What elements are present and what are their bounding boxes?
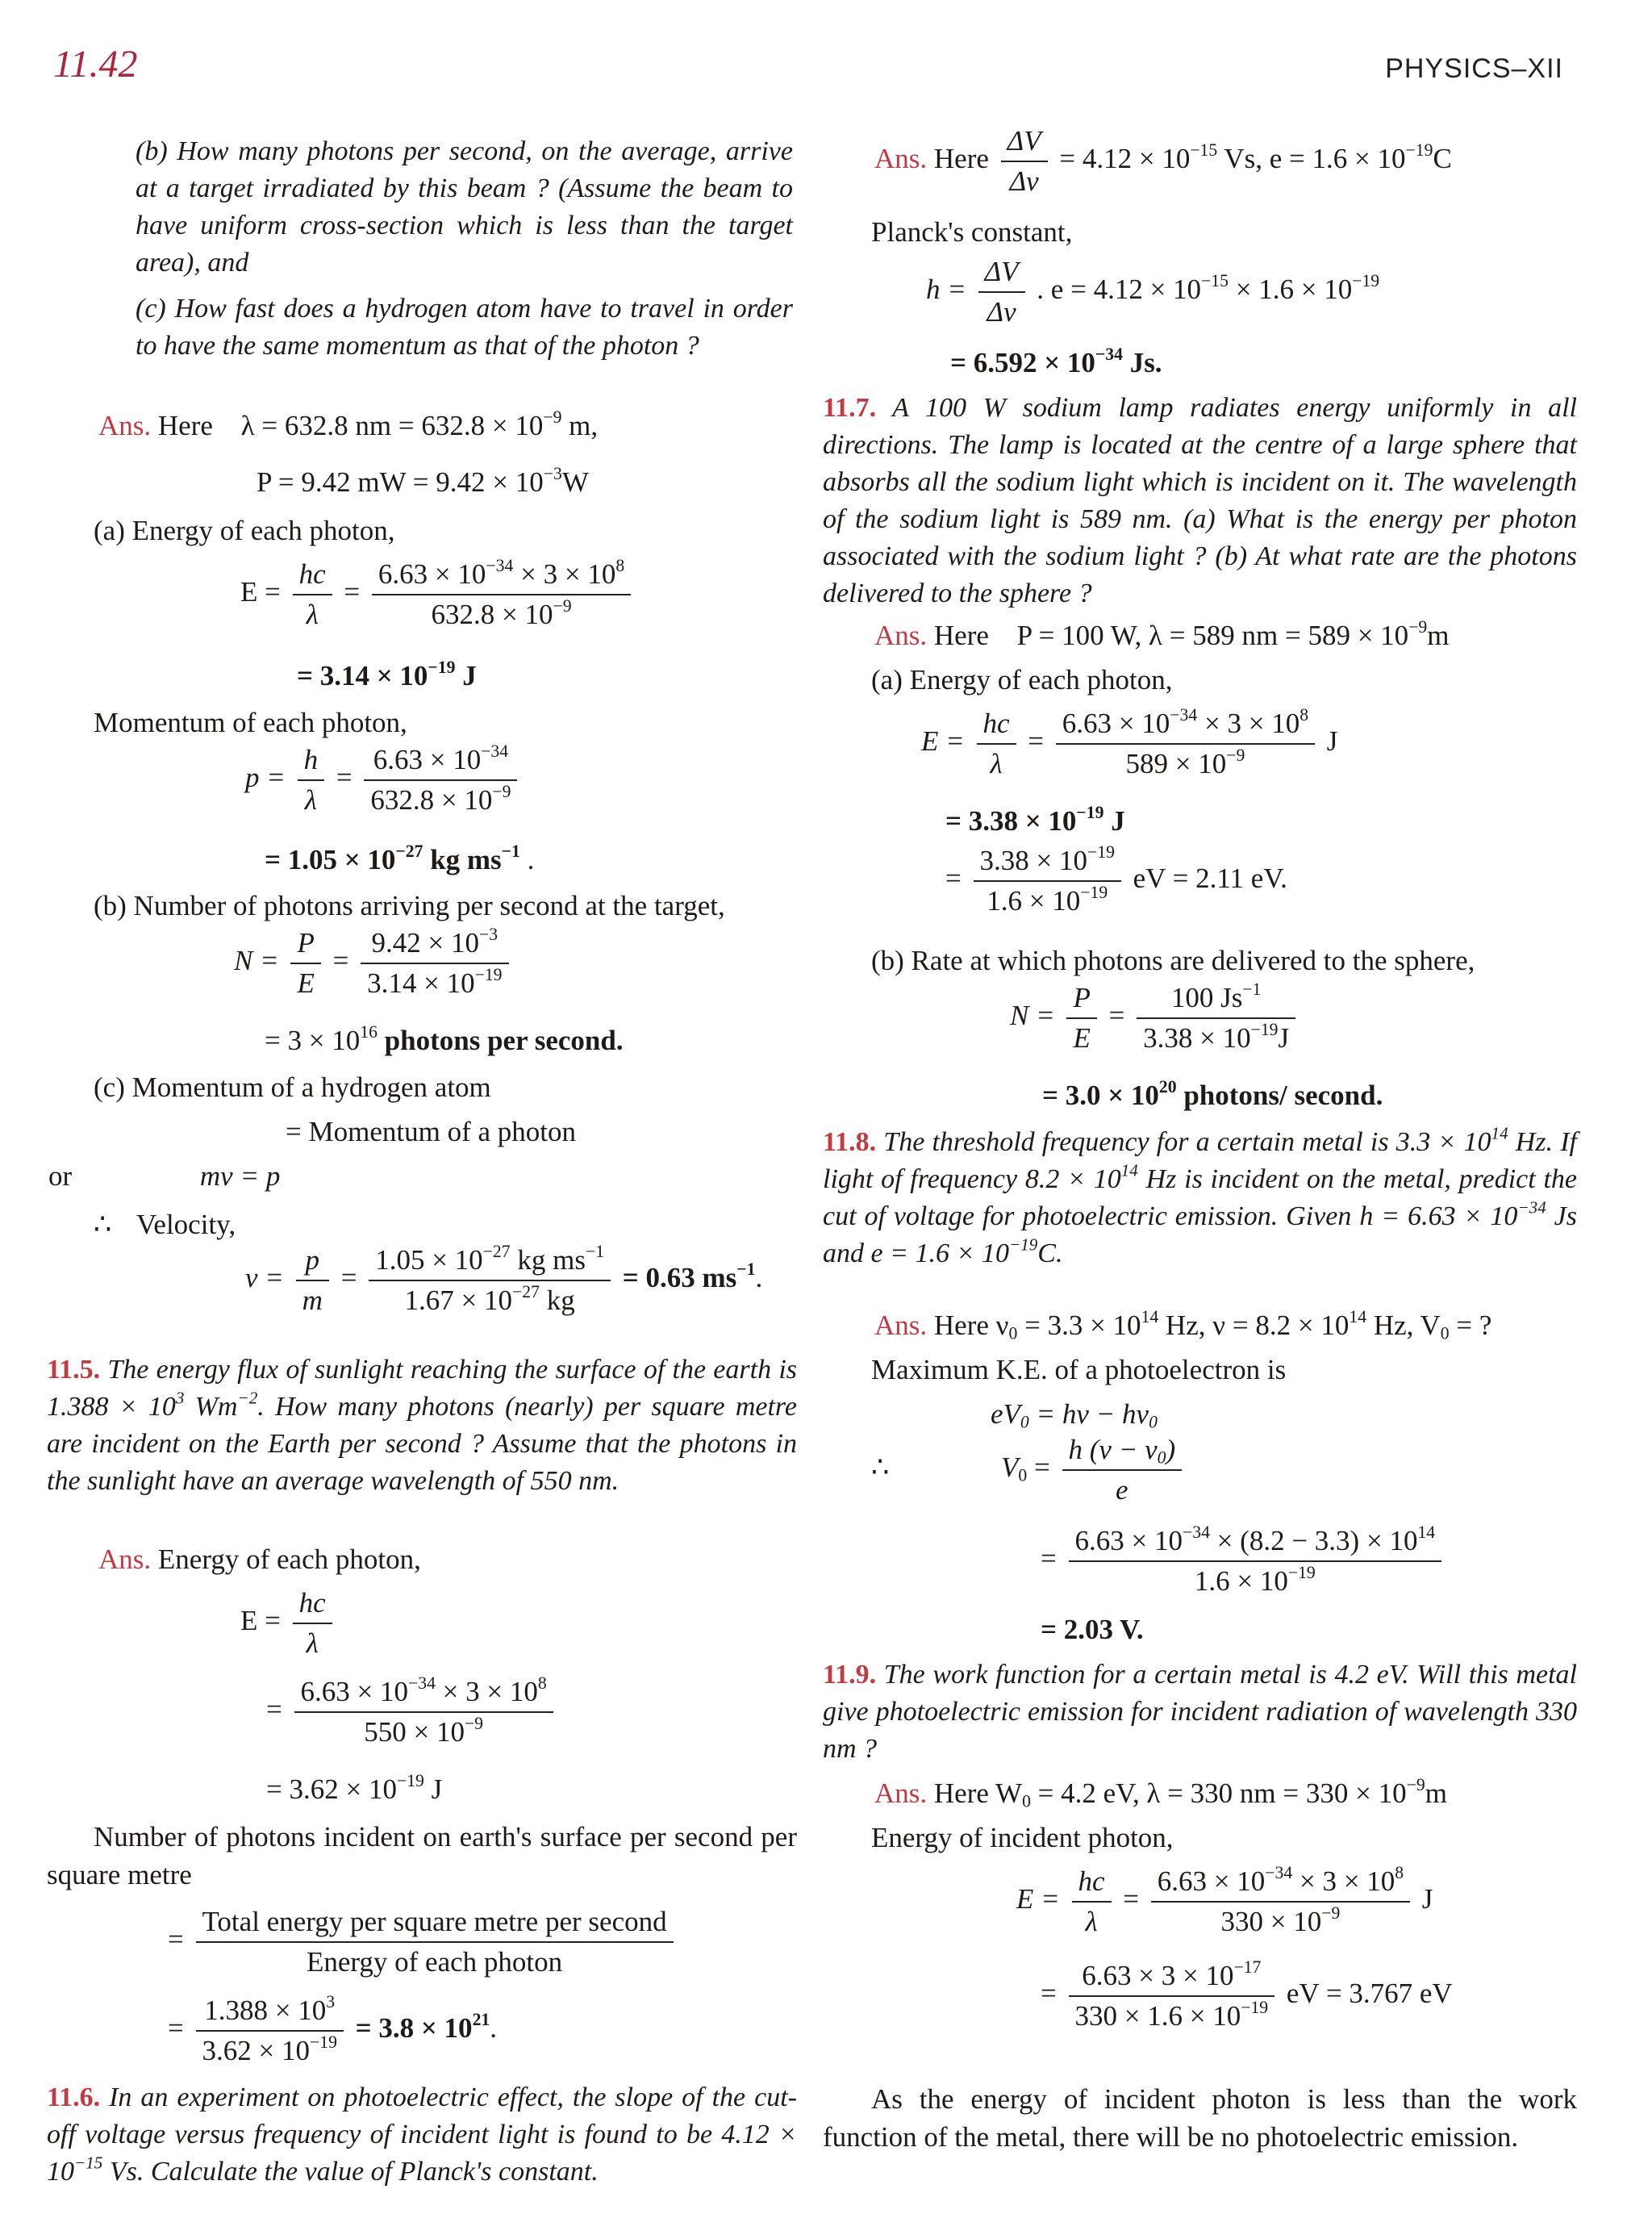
momentum-heading: Momentum of each photon, — [94, 707, 407, 738]
number-of-photons-text: Number of photons incident on earth's surface per second per square metre — [47, 1821, 797, 1890]
answer-11-7-given: Ans. Here P = 100 W, λ = 589 nm = $589 \times 10^{-9}m$ — [874, 616, 1450, 651]
photon-ratio-equation: = $\frac{\text{Total energy per square metre per second}}{\text{Energy of each photon}}$ — [168, 1904, 918, 1980]
cutoff-voltage-substitution: = $\frac{6.63 \times 10^{-34} \times (8.2 - 3.3) \times 10^{14}}{1.6 \times 10^{-19}}$ — [1041, 1523, 1652, 1599]
photon-ratio-result: = $\frac{1.388 \times 10^3}{3.62 \times 10^{-19}}$ = $3.8 \times 10^{21}$. — [168, 1991, 497, 2066]
question-11-4-part-c: (c) How fast does a hydrogen atom have to travel in order to have the same momentum as that of the photon ? — [136, 294, 793, 361]
part-b-heading: (b) Number of photons arriving per second at the target, — [94, 890, 725, 921]
answer-11-8-given: Ans. Here $\nu_0 = 3.3 \times 10^{14}$ Hz, $\nu = 8.2 \times 10^{14}$ Hz, $V_0$ = ? — [874, 1306, 1492, 1343]
momentum-result: = $1.05 \times 10^{-27}$ kg $ms^{-1}$ . — [265, 841, 535, 875]
energy-equation-11-9: E = $\frac{hc}{\lambda}$ = $\frac{6.63 \times 10^{-34} \times 3 \times 10^8}{330 \times 10^{-9}}$ J — [1016, 1862, 1433, 1937]
question-11-8: 11.8. The threshold frequency for a certain metal is $3.3 \times 10^{14}$ Hz. If light of frequency $8.2 \times 10^{14}$ Hz is incident on the metal, predict the cut of voltage for photoelectric emission. Given $h = 6.63 \times 10^{-34}$ Js and $e = 1.6 \times 10^{-19}C$. — [823, 1123, 1578, 1268]
plancks-constant-equation: h = $\frac{\Delta V}{\Delta\nu}$ . $e = 4.12 \times 10^{-15} \times 1.6 \times 10^{-19}$ — [926, 256, 1380, 328]
cutoff-voltage-result: = 2.03 V. — [1041, 1614, 1144, 1645]
energy-in-ev-11-7: = $\frac{3.38 \times 10^{-19}}{1.6 \times 10^{-19}}$ eV = 2.11 eV. — [945, 842, 1287, 917]
question-11-7: 11.7. A 100 W sodium lamp radiates energy uniformly in all directions. The lamp is located at the centre of a large sphere that absorbs all the sodium light which is incident on it. The wavelength of the sodium light is 589 nm. (a) What is the energy per photon associated with the sodium light ? (b) At what rate are the photons delivered to the sphere ? — [823, 393, 1577, 608]
energy-result-11-7: = $3.38 \times 10^{-19}$ J — [945, 802, 1125, 837]
photon-rate-equation: N = $\frac{P}{E}$ = $\frac{100 Js^{-1}}{3.38 \times 10^{-19}J}$ — [1010, 980, 1652, 1056]
photon-count-equation: N = $\frac{P}{E}$ = $\frac{9.42 \times 10^{-3}}{3.14 \times 10^{-19}}$ — [234, 925, 984, 1001]
part-c-line2: = Momentum of a photon — [286, 1116, 576, 1147]
page-number: 11.42 — [53, 43, 138, 86]
plancks-constant-result: = $6.592 \times 10^{-34}$ Js. — [950, 344, 1162, 378]
energy-in-ev-11-9: = $\frac{6.63 \times 3 \times 10^{-17}}{330 \times 1.6 \times 10^{-19}}$ eV = 3.767 eV — [1041, 1957, 1453, 2032]
answer-given-power: P = 9.42 mW = $9.42 \times 10^{-3}W$ — [257, 463, 589, 498]
photon-rate-result: = $3.0 \times 10^{20}$ photons/ second. — [1042, 1076, 1383, 1111]
photon-count-result: = $3 \times 10^{16}$ photons per second. — [265, 1021, 624, 1056]
answer-11-6-given: Ans. Here $\frac{\Delta V}{\Delta\nu}$ = $4.12 \times 10^{-15}$ Vs, $e = 1.6 \times 10^{-19}C$ — [874, 125, 1452, 197]
mv-equals-p: or mv = p — [48, 1160, 281, 1192]
answer-11-5-heading: Ans. Energy of each photon, — [98, 1543, 421, 1575]
question-11-6: 11.6. In an experiment on photoelectric effect, the slope of the cut-off voltage versus frequency of incident light is found to be $4.12 \times 10^{-15}$ Vs. Calculate the value of Planck's constant. — [47, 2082, 797, 2187]
velocity-label: ∴ Velocity, — [94, 1209, 236, 1240]
question-11-9: 11.9. The work function for a certain metal is 4.2 eV. Will this metal give photoelectric emission for incident radiation of wavelength 330 nm ? — [823, 1660, 1577, 1764]
cutoff-voltage-equation: ∴ $V_0$ = $\frac{h (\nu - \nu_0)}{e}$ — [871, 1432, 1625, 1508]
energy-equation-11-7: E = $\frac{hc}{\lambda}$ = $\frac{6.63 \times 10^{-34} \times 3 \times 10^8}{589 \times 10^{-9}}$ J — [921, 704, 1338, 779]
answer-11-9-given: Ans. Here $W_0 = 4.2$ eV, λ = 330 nm = $330 \times 10^{-9}m$ — [874, 1774, 1447, 1811]
energy-result-2: = $3.62 \times 10^{-19}$ J — [266, 1770, 443, 1805]
energy-equation: E = $\frac{hc}{\lambda}$ = $\frac{6.63 \times 10^{-34} \times 3 \times 10^8}{632.8 \times 10^{-9}}$ — [240, 557, 991, 633]
part-a-heading: (a) Energy of each photon, — [94, 515, 395, 546]
conclusion-11-9: As the energy of incident photon is less than the work function of the metal, there will be no photoelectric emission. — [823, 2083, 1577, 2153]
max-ke-label: Maximum K.E. of a photoelectron is — [871, 1354, 1287, 1385]
energy-hc-over-lambda: E = $\frac{hc}{\lambda}$ — [240, 1585, 991, 1661]
part-c-heading: (c) Momentum of a hydrogen atom — [94, 1071, 491, 1103]
running-head: PHYSICS–XII — [1385, 53, 1563, 84]
momentum-equation: p = $\frac{h}{\lambda}$ = $\frac{6.63 \times 10^{-34}}{632.8 \times 10^{-9}}$ — [245, 742, 995, 818]
einstein-equation: $eV_0 = h\nu - h\nu_0$ — [991, 1398, 1158, 1432]
question-11-5: 11.5. The energy flux of sunlight reaching the surface of the earth is $1.388 \times 10^3$ $Wm^{-2}$. How many photons (nearly) per square metre are incident on the Earth per second ? Assume that the photons in the sunlight have an average wavelength of 550 nm. — [47, 1355, 797, 1496]
energy-substitution: = $\frac{6.63 \times 10^{-34} \times 3 \times 10^8}{550 \times 10^{-9}}$ — [266, 1674, 1016, 1750]
answer-11-7-part-a: (a) Energy of each photon, — [871, 664, 1173, 696]
answer-given-wavelength: Ans. Here λ = 632.8 nm = $632.8 \times 10^{-9}$ m, — [98, 407, 599, 441]
velocity-equation: v = $\frac{p}{m}$ = $\frac{1.05 \times 10^{-27} kg ms^{-1}}{1.67 \times 10^{-27} kg}$ = 0.63 $ms^{-1}$. — [245, 1241, 763, 1316]
energy-result: = $3.14 \times 10^{-19}$ J — [297, 657, 477, 691]
answer-11-7-part-b: (b) Rate at which photons are delivered to the sphere, — [871, 945, 1475, 976]
question-11-4-part-b: (b) How many photons per second, on the average, arrive at a target irradiated by this beam ? (Assume the beam to have uniform cross-section which is less than the target area), and — [136, 136, 793, 278]
answer-11-9-heading: Energy of incident photon, — [871, 1822, 1174, 1853]
ans-label: Ans. — [98, 410, 152, 441]
plancks-constant-label: Planck's constant, — [871, 216, 1073, 248]
